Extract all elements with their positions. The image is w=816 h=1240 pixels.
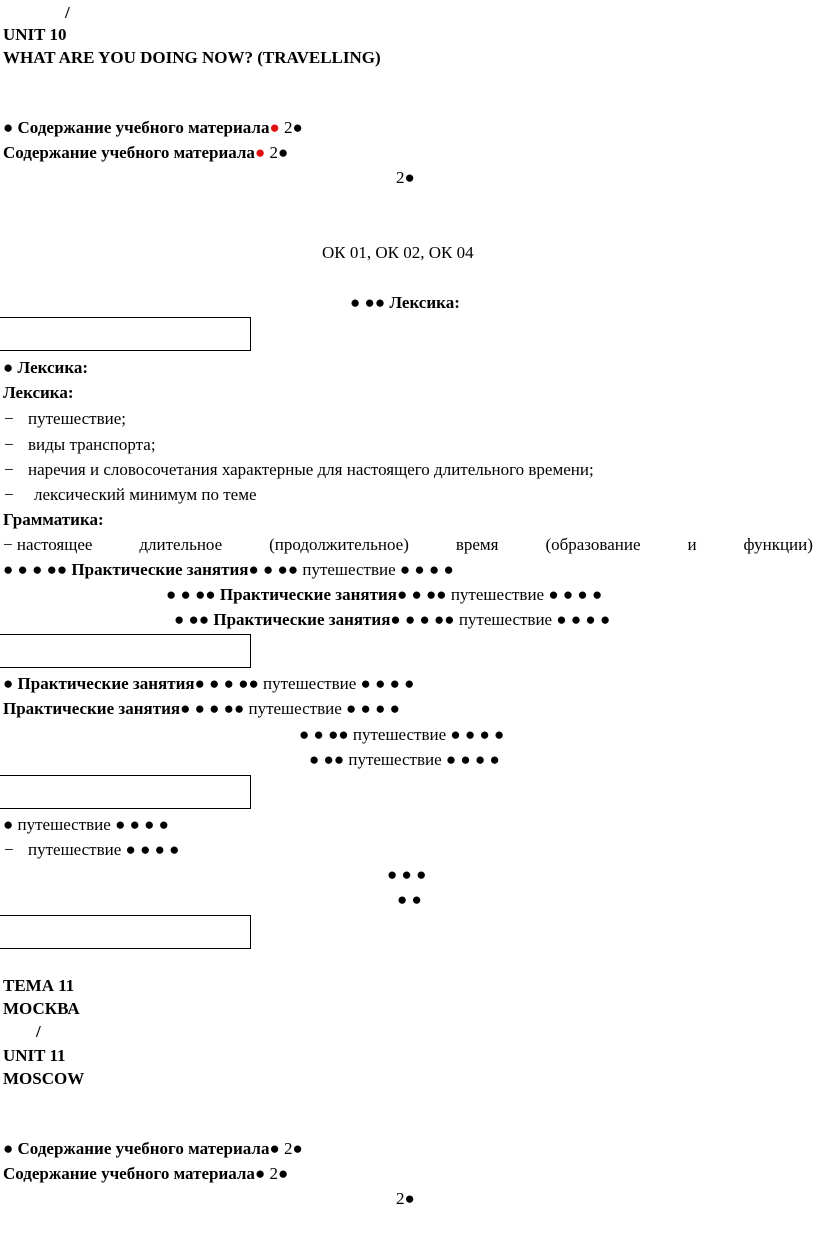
list-item-text: путешествие; [28, 409, 126, 428]
bullet-icon: ● [346, 699, 357, 718]
lexika-centered [350, 293, 460, 313]
bullet-icon: ● [404, 610, 416, 629]
travel-row-3 [3, 815, 169, 835]
practice-row-1 [3, 560, 454, 580]
practice-label: Практические занятия [219, 585, 397, 604]
practice-row-5 [3, 699, 400, 719]
hours: 2 [284, 1139, 293, 1158]
bullet-icon: ● [263, 560, 274, 579]
hours-row [396, 168, 415, 188]
bullet-icon: ● [397, 890, 408, 909]
unit-number: UNIT 10 [3, 25, 67, 44]
bullet-icon: ● [428, 560, 440, 579]
travel-word: путешествие [302, 560, 396, 579]
bullet-icon: ● [277, 560, 288, 579]
bullet-icon: ● [313, 725, 324, 744]
bullet-icon: ● [144, 815, 155, 834]
bullet-icon: ● [3, 118, 14, 137]
bullet-icon: ● [450, 725, 461, 744]
bullet-icon: ● [494, 725, 505, 744]
bullet-icon: ● [375, 674, 386, 693]
grammar-word: (образование [545, 535, 641, 554]
bullet-icon: ● [599, 610, 611, 629]
content-label: Содержание учебного материала [17, 118, 270, 137]
lexika-bullet-row [3, 358, 88, 378]
bullet-icon: ● [269, 118, 280, 137]
content-row-3 [3, 1139, 303, 1159]
bullet-icon: ● [404, 674, 415, 693]
bullet-icon: ● [404, 1189, 415, 1208]
dash-icon: − [4, 840, 14, 859]
bullet-icon: ● [414, 560, 425, 579]
travel-word: путешествие [263, 674, 357, 693]
bullet-icon: ● [562, 585, 574, 604]
bullet-icon: ● [194, 699, 205, 718]
bullet-icon: ● [248, 674, 259, 693]
bullet-icon: ● [460, 750, 471, 769]
bullet-icon: ● [585, 610, 596, 629]
unit-number: UNIT 11 [3, 1046, 66, 1065]
bullet-icon: ● [374, 293, 386, 312]
bullet-icon: ● [238, 674, 249, 693]
grammar-line [3, 535, 813, 555]
bullet-icon: ● [129, 815, 140, 834]
bullet-icon: ● [389, 674, 400, 693]
practice-label: Практические занятия [3, 699, 181, 718]
bullet-icon: ● [3, 1139, 14, 1158]
bullet-icon: ● [3, 674, 14, 693]
bullet-icon: ● [115, 815, 126, 834]
bullet-icon: ● [174, 610, 185, 629]
bullet-icon: ● [350, 293, 361, 312]
hours: 2 [396, 168, 405, 187]
bullet-icon: ● [396, 585, 408, 604]
bullet-icon: ● [577, 585, 588, 604]
bullet-icon: ● [292, 1139, 303, 1158]
dash-icon: − [4, 409, 14, 428]
practice-row-3 [174, 610, 610, 630]
list-item-text: виды транспорта; [28, 435, 156, 454]
bullet-icon: ● [209, 699, 220, 718]
unit-title: MOSCOW [3, 1069, 85, 1088]
content-label: Содержание учебного материала [3, 1164, 255, 1183]
hours: 2 [269, 143, 278, 162]
dash-icon: − [4, 460, 14, 479]
unit-title: WHAT ARE YOU DOING NOW? (TRAVELLING) [3, 48, 381, 67]
grammar-word: время [455, 535, 499, 554]
bullet-icon: ● [556, 610, 567, 629]
bullet-icon: ● [426, 585, 437, 604]
grammar-word: длительное [139, 535, 223, 554]
bullet-icon: ● [445, 750, 457, 769]
travel-word: путешествие [450, 585, 545, 604]
bullet-icon: ● [443, 560, 454, 579]
travel-word: путешествие [352, 725, 447, 744]
bullets-row-2 [397, 890, 422, 910]
bullet-icon: ● [360, 699, 371, 718]
bullet-icon: ● [188, 610, 199, 629]
empty-box [0, 775, 251, 809]
dash-icon: − [4, 485, 14, 504]
bullet-icon: ● [166, 585, 177, 604]
tema-number: ТЕМА 11 [3, 976, 75, 995]
list-item-text: наречия и словосочетания характерные для настоящего длительного времени; [28, 460, 594, 479]
lexika-heading: Лексика: [3, 383, 74, 402]
bullet-icon: ● [3, 560, 14, 579]
content-row-2 [3, 143, 288, 163]
content-row-4 [3, 1164, 288, 1184]
travel-word: путешествие [458, 610, 553, 629]
content-label: Содержание учебного материала [17, 1139, 270, 1158]
hours-row [396, 1189, 415, 1209]
bullet-icon: ● [333, 750, 345, 769]
bullets-row-1 [387, 865, 426, 885]
bullet-icon: ● [548, 585, 559, 604]
travel-word: путешествие [28, 840, 122, 859]
bullet-icon: ● [158, 815, 169, 834]
bullet-icon: ● [292, 118, 303, 137]
bullet-icon: ● [591, 585, 603, 604]
empty-box [0, 915, 251, 949]
travel-word: путешествие [348, 750, 442, 769]
bullet-icon: ● [194, 674, 205, 693]
list-item-text: лексический минимум по теме [34, 485, 257, 504]
grammar-word: и [687, 535, 697, 554]
slash-marker: / [36, 1022, 41, 1041]
grammar-word: (продолжительное) [269, 535, 409, 554]
bullet-icon: ● [209, 674, 220, 693]
bullet-icon: ● [390, 610, 401, 629]
bullet-icon: ● [416, 865, 427, 884]
tema-title: МОСКВА [3, 999, 80, 1018]
lexika-label: Лексика: [389, 293, 460, 312]
grammar-heading: Грамматика: [3, 510, 104, 529]
bullet-icon: ● [328, 725, 339, 744]
bullet-icon: ● [474, 750, 486, 769]
travel-word: путешествие [17, 815, 111, 834]
travel-row-1 [299, 725, 504, 745]
content-label: Содержание учебного материала [3, 143, 255, 162]
grammar-item [3, 535, 92, 555]
travel-row-4-content [28, 840, 179, 860]
bullet-icon: ● [125, 840, 136, 859]
ok-codes: ОК 01, ОК 02, ОК 04 [322, 243, 474, 262]
bullet-icon: ● [32, 560, 43, 579]
bullet-icon: ● [17, 560, 28, 579]
hours: 2 [269, 1164, 278, 1183]
bullet-icon: ● [46, 560, 57, 579]
bullet-icon: ● [401, 865, 412, 884]
bullet-icon: ● [198, 610, 210, 629]
bullet-icon: ● [287, 560, 299, 579]
bullet-icon: ● [419, 610, 430, 629]
grammar-word: настоящее [16, 535, 93, 554]
bullet-icon: ● [404, 168, 415, 187]
bullet-icon: ● [299, 725, 310, 744]
bullet-icon: ● [140, 840, 151, 859]
bullet-icon: ● [489, 750, 500, 769]
practice-label: Практические занятия [213, 610, 391, 629]
bullet-icon: ● [479, 725, 490, 744]
bullet-icon: ● [223, 674, 234, 693]
bullet-icon: ● [375, 699, 386, 718]
bullet-icon: ● [277, 143, 289, 162]
bullet-icon: ● [436, 585, 447, 604]
practice-label: Практические занятия [17, 674, 195, 693]
dash-icon: − [4, 435, 14, 454]
travel-row-2 [309, 750, 500, 770]
bullet-icon: ● [364, 293, 375, 312]
bullet-icon: ● [3, 358, 14, 377]
practice-row-4 [3, 674, 414, 694]
empty-box [0, 634, 251, 668]
bullet-icon: ● [389, 699, 400, 718]
bullet-icon: ● [387, 865, 398, 884]
bullet-icon: ● [323, 750, 334, 769]
bullet-icon: ● [338, 725, 349, 744]
hours: 2 [396, 1189, 405, 1208]
bullet-icon: ● [269, 1139, 280, 1158]
bullet-icon: ● [248, 560, 259, 579]
bullet-icon: ● [570, 610, 582, 629]
bullet-icon: ● [195, 585, 206, 604]
slash-marker: / [65, 3, 70, 22]
empty-box [0, 317, 251, 351]
bullet-icon: ● [205, 585, 216, 604]
bullet-icon: ● [444, 610, 455, 629]
travel-word: путешествие [248, 699, 342, 718]
bullet-icon: ● [399, 560, 411, 579]
bullet-icon: ● [254, 1164, 266, 1183]
bullet-icon: ● [434, 610, 445, 629]
bullet-icon: ● [56, 560, 68, 579]
bullet-icon: ● [464, 725, 476, 744]
practice-label: Практические занятия [71, 560, 249, 579]
bullet-icon: ● [411, 585, 422, 604]
dash-icon: − [3, 535, 13, 554]
grammar-word: функции) [743, 535, 813, 554]
bullet-icon: ● [3, 815, 14, 834]
bullet-icon: ● [233, 699, 245, 718]
bullet-icon: ● [309, 750, 320, 769]
bullet-icon: ● [169, 840, 180, 859]
bullet-icon: ● [223, 699, 234, 718]
bullet-icon: ● [180, 699, 191, 718]
bullet-icon: ● [254, 143, 266, 162]
lexika-label: Лексика: [17, 358, 89, 377]
content-row-1 [3, 118, 303, 138]
bullet-icon: ● [411, 890, 422, 909]
hours: 2 [284, 118, 293, 137]
bullet-icon: ● [360, 674, 371, 693]
bullet-icon: ● [277, 1164, 289, 1183]
practice-row-2 [166, 585, 602, 605]
bullet-icon: ● [154, 840, 165, 859]
bullet-icon: ● [180, 585, 191, 604]
